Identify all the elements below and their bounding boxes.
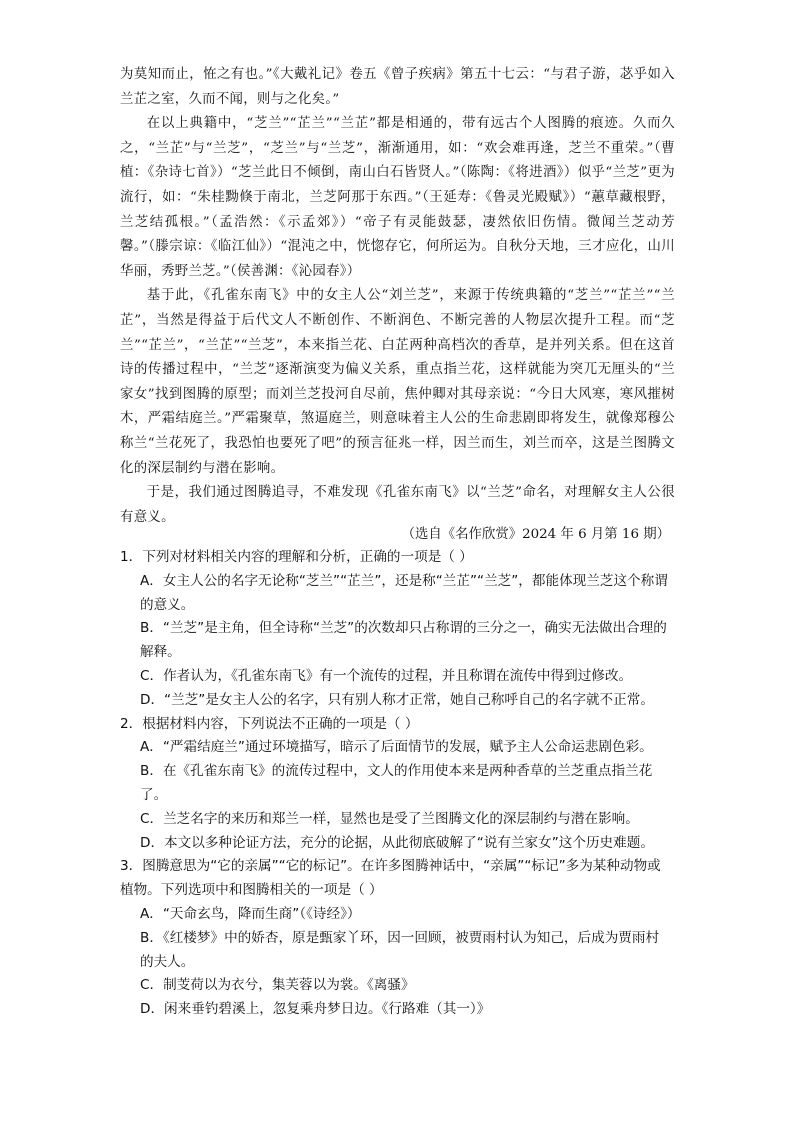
question-stem: 2．根据材料内容，下列说法不正确的一项是（ ） <box>120 715 419 732</box>
passage-paragraph: 于是，我们通过图腾追寻，不难发现《孔雀东南飞》以“兰芝”命名，对理解女主人公很有意义。 <box>120 485 675 525</box>
question-1 <box>120 546 668 713</box>
option-b[interactable]: B．在《孔雀东南飞》的流传过程中，文人的作用使本来是两种香草的兰芝重点指兰花了。 <box>140 763 653 803</box>
option-c[interactable]: C．作者认为，《孔雀东南飞》有一个流传的过程，并且称谓在流传中得到过修改。 <box>140 667 633 684</box>
option-a[interactable]: A．“严霜结庭兰”通过环境描写，暗示了后面情节的发展，赋予主人公命运悲剧色彩。 <box>140 739 653 756</box>
option-d[interactable]: D．闲来垂钓碧溪上，忽复乘舟梦日边。《行路难（其一）》 <box>140 1001 491 1018</box>
option-c[interactable]: C．兰芝名字的来历和郑兰一样，显然也是受了兰图腾文化的深层制约与潜在影响。 <box>140 810 639 827</box>
passage-paragraph: 在以上典籍中，“芝兰”“芷兰”“兰芷”都是相通的，带有远古个人图腾的痕迹。久而久之，“兰芷”与“兰芝”，“芝兰”与“兰芝”，渐渐通用，如：“欢会难再逢，芝兰不重荣。”（曹植：《杂诗七首》）“芝兰此日不倾倒，南山白石皆贤人。”（陈陶：《将进酒》）似乎“兰芝”更为流行，如：“朱桂黝倏于南北，兰芝阿那于东西。”（王延寿：《鲁灵光殿赋》）“蕙草藏根野，兰芝结孤根。”（孟浩然：《示孟郊》）“帝子有灵能鼓瑟，凄然依旧伤情。微闻兰芝动芳馨。”（滕宗谅：《临江仙》）“混沌之中，恍惚存它，何所运为。自秋分天地，三才应化，山川华丽，秀野兰芝。”（侯善渊：《沁园春》） <box>120 116 675 279</box>
passage-paragraph: 基于此，《孔雀东南飞》中的女主人公“刘兰芝”，来源于传统典籍的“芝兰”“芷兰”“兰芷”，当然是得益于后代文人不断创作、不断润色、不断完善的人物层次提升工程。而“芝兰”“芷兰”，“兰芷”“兰芝”，本来指兰花、白芷两种高档次的香草，是并列关系。但在这首诗的传播过程中，“兰芝”逐渐演变为偏义关系，重点指兰花，这样就能为突兀无厘头的“兰家女”找到图腾的原型；而刘兰芝投河自尽前，焦仲卿对其母亲说：“今日大风寒，寒风摧树木，严霜结庭兰。”严霜聚草，煞逼庭兰，则意味着主人公的生命悲剧即将发生，就像郑穆公称兰“兰花死了，我恐怕也要死了吧”的预言征兆一样，因兰而生，刘兰而卒，这是兰图腾文化的深层制约与潜在影响。 <box>120 288 675 476</box>
option-b[interactable]: B．“兰芝”是主角，但全诗称“兰芝”的次数却只占称谓的三分之一，确实无法做出合理的解释。 <box>140 620 667 661</box>
option-c[interactable]: C．制芰荷以为衣兮，集芙蓉以为裳。《离骚》 <box>140 977 415 994</box>
passage-paragraph: 为莫知而止，恠之有也。”《大戴礼记》卷五《曾子疾病》第五十七云：“与君子游，苾乎如入兰芷之室，久而不闻，则与之化矣。” <box>120 67 675 107</box>
question-stem: 3．图腾意思为“它的亲属”“它的标记”。在许多图腾神话中，“亲属”“标记”多为某种动物或植物。下列选项中和图腾相关的一项是（ ） <box>120 858 661 899</box>
question-stem: 1．下列对材料相关内容的理解和分析，正确的一项是（ ） <box>120 549 473 565</box>
option-a[interactable]: A．女主人公的名字无论称“芝兰”“芷兰”，还是称“兰芷”“兰芝”，都能体现兰芝这个称谓的意义。 <box>140 572 668 613</box>
option-b[interactable]: B．《红楼梦》中的娇杏，原是甄家丫环，因一回顾，被贾雨村认为知己，后成为贾雨村的夫人。 <box>140 929 660 970</box>
question-2 <box>120 713 668 856</box>
question-list <box>120 546 668 1022</box>
option-d[interactable]: D．本文以多种论证方法，充分的论据，从此彻底破解了“说有兰家女”这个历史难题。 <box>140 834 654 851</box>
option-d[interactable]: D．“兰芝”是女主人公的名字，只有别人称才正常，她自己称呼自己的名字就不正常。 <box>140 691 654 708</box>
passage-source: （选自《名作欣赏》2024 年 6 月第 16 期） <box>401 527 670 542</box>
reading-passage <box>120 63 675 530</box>
question-3 <box>120 855 668 1022</box>
option-a[interactable]: A．“天命玄鸟，降而生商”（《诗经》） <box>140 905 361 922</box>
